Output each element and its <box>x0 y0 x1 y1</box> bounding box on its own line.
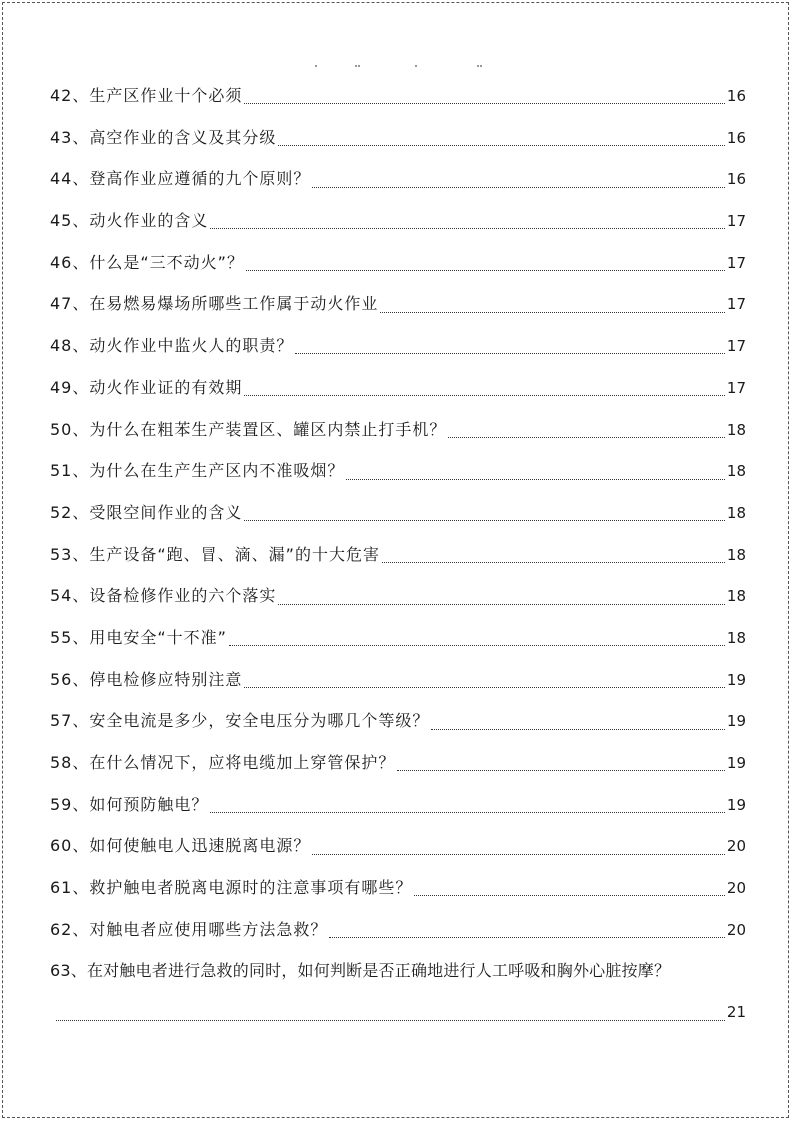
toc-dot-leader <box>246 270 725 271</box>
document-page <box>2 2 789 1118</box>
toc-dot-leader <box>244 687 725 688</box>
toc-entry-title: 48、动火作业中监火人的职责？ <box>50 336 294 356</box>
toc-page-number: 17 <box>726 212 746 231</box>
toc-entry-title: 58、在什么情况下，应将电缆加上穿管保护？ <box>50 753 396 772</box>
toc-entry-title: 49、动火作业证的有效期 <box>50 377 243 397</box>
toc-entry-title: 57、安全电流是多少，安全电压分为哪几个等级？ <box>50 711 430 731</box>
toc-dot-leader <box>312 187 725 188</box>
toc-dot-leader <box>244 520 725 521</box>
toc-entry-continuation[interactable] <box>50 992 746 1034</box>
toc-entry-title: 60、如何使触电人迅速脱离电源？ <box>50 836 311 856</box>
toc-page-number: 19 <box>726 670 746 689</box>
toc-page-number: 20 <box>726 837 746 856</box>
toc-dot-leader <box>448 437 725 438</box>
toc-dot-leader <box>210 228 725 229</box>
toc-entry-title: 50、为什么在粗苯生产装置区、罐区内禁止打手机？ <box>50 419 447 439</box>
toc-entry[interactable] <box>50 950 746 992</box>
toc-entry[interactable] <box>50 742 746 784</box>
toc-entry-title: 42、生产区作业十个必须 <box>50 86 243 105</box>
toc-entry-title: 44、登高作业应遵循的九个原则？ <box>50 169 311 189</box>
toc-entry[interactable] <box>50 117 746 159</box>
toc-entry-title: 43、高空作业的含义及其分级 <box>50 127 277 147</box>
toc-entry[interactable] <box>50 492 746 534</box>
toc-page-number: 18 <box>726 420 746 439</box>
toc-dot-leader <box>210 812 725 813</box>
toc-entry[interactable] <box>50 534 746 576</box>
toc-dot-leader <box>431 729 725 730</box>
toc-page-number: 18 <box>726 628 746 647</box>
toc-entry[interactable] <box>50 450 746 492</box>
toc-entry[interactable] <box>50 75 746 117</box>
toc-entry-title: 54、设备检修作业的六个落实 <box>50 586 277 606</box>
toc-entry-title: 46、什么是“三不动火”？ <box>50 252 244 272</box>
toc-entry[interactable] <box>50 367 746 409</box>
toc-dot-leader <box>397 770 725 771</box>
toc-page-number: 17 <box>726 295 746 314</box>
toc-entry-title: 53、生产设备“跑、冒、滴、漏”的十大危害 <box>50 544 380 564</box>
toc-entry[interactable] <box>50 700 746 742</box>
toc-dot-leader <box>56 1020 725 1021</box>
toc-page-number: 19 <box>726 795 746 814</box>
toc-dot-leader <box>244 395 725 396</box>
toc-entry-title: 61、救护触电者脱离电源时的注意事项有哪些？ <box>50 878 413 898</box>
toc-dot-leader <box>312 854 725 855</box>
toc-entry-title: 52、受限空间作业的含义 <box>50 502 243 522</box>
toc-entry-title: 55、用电安全“十不准” <box>50 627 227 647</box>
toc-entry-title: 51、为什么在生产生产区内不准吸烟？ <box>50 461 345 481</box>
toc-entry[interactable] <box>50 409 746 451</box>
toc-entry-title: 56、停电检修应特别注意 <box>50 669 243 689</box>
toc-entry-title: 45、动火作业的含义 <box>50 211 209 231</box>
toc-page-number: 17 <box>726 253 746 272</box>
toc-page-number: 17 <box>726 337 746 356</box>
toc-page-number: 20 <box>726 879 746 898</box>
toc-page-number: 20 <box>726 920 746 939</box>
toc-page-number: 18 <box>726 462 746 481</box>
toc-entry[interactable] <box>50 325 746 367</box>
table-of-contents <box>50 75 746 1034</box>
toc-dot-leader <box>380 312 725 313</box>
header-dots <box>3 65 788 71</box>
toc-entry[interactable] <box>50 617 746 659</box>
toc-dot-leader <box>229 645 725 646</box>
toc-entry[interactable] <box>50 283 746 325</box>
toc-page-number: 18 <box>726 503 746 522</box>
toc-dot-leader <box>382 562 725 563</box>
toc-dot-leader <box>329 937 725 938</box>
toc-dot-leader <box>295 353 725 354</box>
toc-page-number: 17 <box>726 378 746 397</box>
toc-entry[interactable] <box>50 909 746 951</box>
toc-entry[interactable] <box>50 242 746 284</box>
toc-entry-title: 62、对触电者应使用哪些方法急救？ <box>50 919 328 939</box>
toc-page-number: 19 <box>726 712 746 731</box>
toc-dot-leader <box>346 479 725 480</box>
toc-page-number: 16 <box>726 128 746 147</box>
toc-entry[interactable] <box>50 158 746 200</box>
toc-dot-leader <box>278 604 725 605</box>
toc-page-number: 16 <box>726 170 746 189</box>
toc-dot-leader <box>414 895 725 896</box>
toc-page-number: 21 <box>726 1003 746 1022</box>
toc-page-number: 18 <box>726 545 746 564</box>
toc-entry-title: 59、如何预防触电？ <box>50 794 209 814</box>
toc-page-number: 19 <box>726 754 746 772</box>
toc-dot-leader <box>244 103 725 104</box>
toc-entry[interactable] <box>50 575 746 617</box>
toc-dot-leader <box>278 145 725 146</box>
toc-entry-title: 47、在易燃易爆场所哪些工作属于动火作业 <box>50 294 379 314</box>
toc-entry[interactable] <box>50 867 746 909</box>
toc-entry[interactable] <box>50 200 746 242</box>
toc-page-number: 16 <box>726 87 746 105</box>
toc-entry[interactable] <box>50 659 746 701</box>
toc-entry-title: 63、在对触电者进行急救的同时，如何判断是否正确地进行人工呼吸和胸外心脏按摩？ <box>50 961 671 981</box>
toc-entry[interactable] <box>50 825 746 867</box>
toc-page-number: 18 <box>726 587 746 606</box>
toc-entry[interactable] <box>50 784 746 826</box>
